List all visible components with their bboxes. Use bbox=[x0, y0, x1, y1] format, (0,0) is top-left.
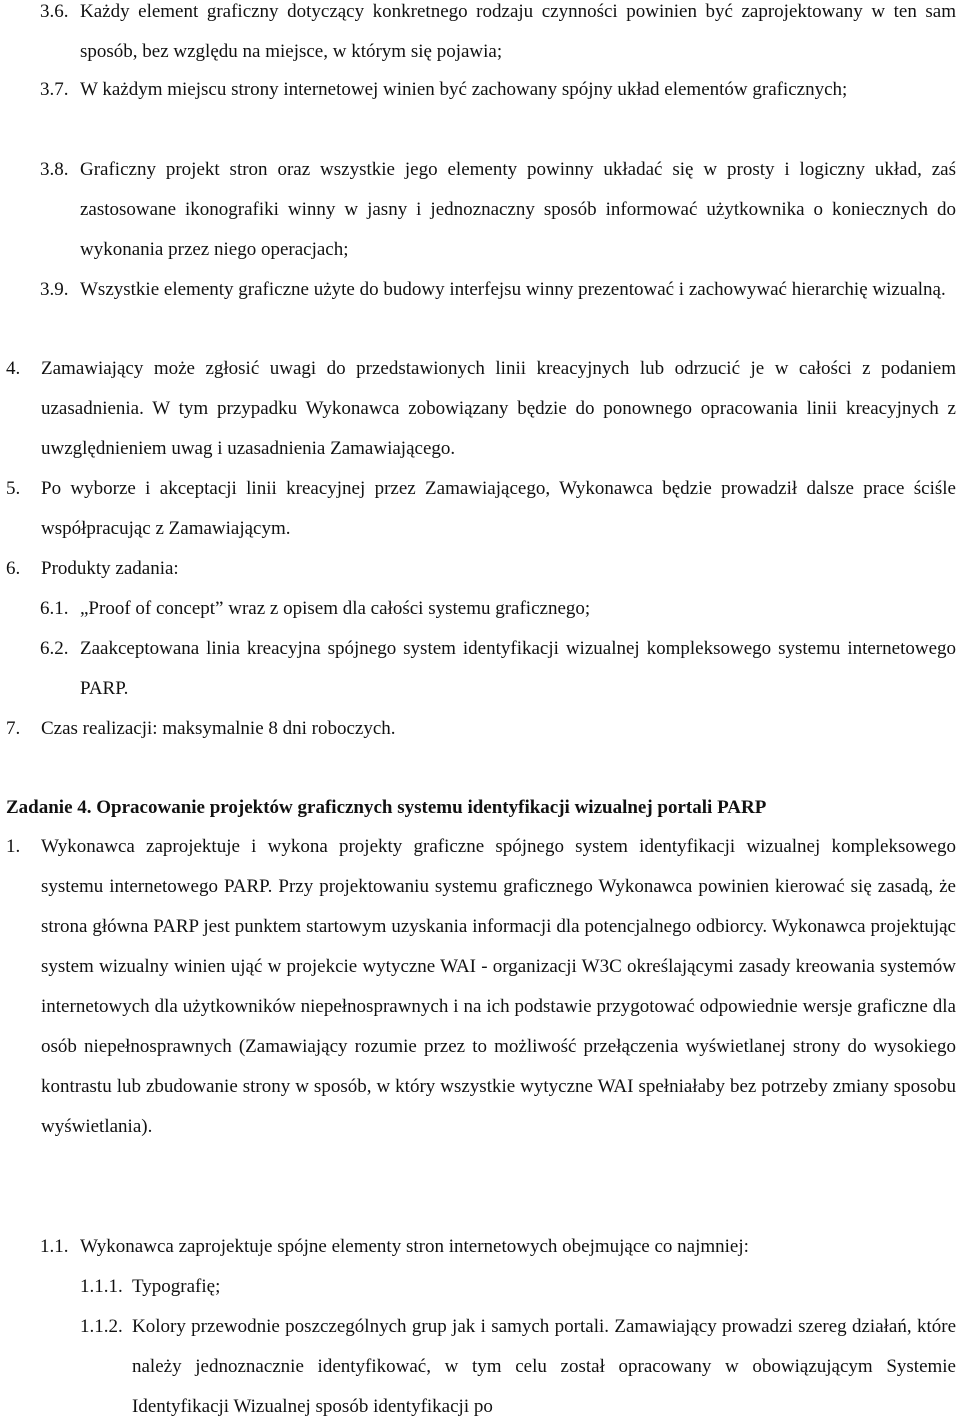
item-text: W każdym miejscu strony internetowej winien być zachowany spójny układ elementów graficznych; bbox=[80, 79, 848, 100]
item-text: „Proof of concept” wraz z opisem dla całości systemu graficznego; bbox=[80, 598, 591, 619]
list-item bbox=[6, 549, 956, 589]
list-item bbox=[6, 469, 956, 549]
section-heading-title: Opracowanie projektów graficznych systemu identyfikacji wizualnej portali PARP bbox=[96, 797, 767, 818]
item-number: 1.1.2. bbox=[80, 1316, 123, 1337]
list-item bbox=[40, 589, 956, 629]
list-item bbox=[40, 270, 956, 310]
list-item bbox=[40, 70, 956, 110]
item-number: 1.1. bbox=[40, 1236, 69, 1257]
item-number: 6.1. bbox=[40, 598, 69, 619]
list-item bbox=[40, 1227, 956, 1267]
item-number: 4. bbox=[6, 358, 21, 379]
item-text: Czas realizacji: maksymalnie 8 dni roboczych. bbox=[41, 718, 396, 739]
item-number: 1. bbox=[6, 836, 21, 857]
item-number: 7. bbox=[6, 718, 21, 739]
item-text: Każdy element graficzny dotyczący konkretnego rodzaju czynności powinien być zaprojektowany w ten sam sposób, bez względu na miejsce, w którym się pojawia; bbox=[80, 1, 956, 62]
item-number: 1.1.1. bbox=[80, 1276, 123, 1297]
item-number: 3.6. bbox=[40, 1, 69, 22]
item-text: Zaakceptowana linia kreacyjna spójnego system identyfikacji wizualnej kompleksowego systemu internetowego PARP. bbox=[80, 638, 956, 699]
item-number: 3.9. bbox=[40, 279, 69, 300]
list-item bbox=[6, 349, 956, 469]
list-item bbox=[6, 827, 956, 1147]
item-number: 6.2. bbox=[40, 638, 69, 659]
item-text: Produkty zadania: bbox=[41, 558, 179, 579]
list-item bbox=[80, 1307, 956, 1427]
item-text: Wszystkie elementy graficzne użyte do budowy interfejsu winny prezentować i zachowywać hierarchię wizualną. bbox=[80, 279, 946, 300]
item-text: Wykonawca zaprojektuje i wykona projekty graficzne spójnego system identyfikacji wizualnej kompleksowego systemu internetowego PARP. Przy projektowaniu systemu graficznego Wykonawca powinien kierować się zasadą, że strona główna PARP jest punktem startowym uzyskania informacji dla potencjalnego odbiorcy. Wykonawca projektując system wizualny winien ująć w projekcie wytyczne WAI - organizacji W3C określającymi zasady kreowania systemów internetowych dla użytkowników niepełnosprawnych i na ich podstawie przygotować odpowiednie wersje graficzne dla osób niepełnosprawnych (Zamawiający rozumie przez to możliwość przełączenia wyświetlanej strony do wysokiego kontrastu lub zbudowanie strony w sposób, w który wszystkie wytyczne WAI spełniałaby bez potrzeby zmiany sposobu wyświetlania). bbox=[41, 836, 956, 1137]
list-item bbox=[40, 629, 956, 709]
list-item bbox=[40, 0, 956, 72]
list-item bbox=[6, 709, 956, 749]
item-text: Kolory przewodnie poszczególnych grup jak i samych portali. Zamawiający prowadzi szereg działań, które należy jednoznacznie identyfikować, w tym celu został opracowany w obowiązującym Systemie Identyfikacji Wizualnej sposób identyfikacji po bbox=[132, 1316, 956, 1417]
list-item bbox=[40, 150, 956, 270]
item-text: Typografię; bbox=[132, 1276, 221, 1297]
section-heading bbox=[6, 788, 946, 828]
item-number: 3.8. bbox=[40, 159, 69, 180]
item-text: Wykonawca zaprojektuje spójne elementy stron internetowych obejmujące co najmniej: bbox=[80, 1236, 749, 1257]
section-heading-label: Zadanie 4. bbox=[6, 797, 92, 818]
list-item bbox=[80, 1267, 956, 1307]
item-number: 6. bbox=[6, 558, 21, 579]
item-text: Graficzny projekt stron oraz wszystkie jego elementy powinny układać się w prosty i logiczny układ, zaś zastosowane ikonografiki winny w jasny i jednoznaczny sposób informować użytkownika o koniecznych do wykonania przez niego operacjach; bbox=[80, 159, 956, 260]
item-number: 5. bbox=[6, 478, 21, 499]
item-text: Po wyborze i akceptacji linii kreacyjnej przez Zamawiającego, Wykonawca będzie prowadził dalsze prace ściśle współpracując z Zamawiającym. bbox=[41, 478, 956, 539]
item-number: 3.7. bbox=[40, 79, 69, 100]
item-text: Zamawiający może zgłosić uwagi do przedstawionych linii kreacyjnych lub odrzucić je w całości z podaniem uzasadnienia. W tym przypadku Wykonawca zobowiązany będzie do ponownego opracowania linii kreacyjnych z uwzględnieniem uwag i uzasadnienia Zamawiającego. bbox=[41, 358, 956, 459]
